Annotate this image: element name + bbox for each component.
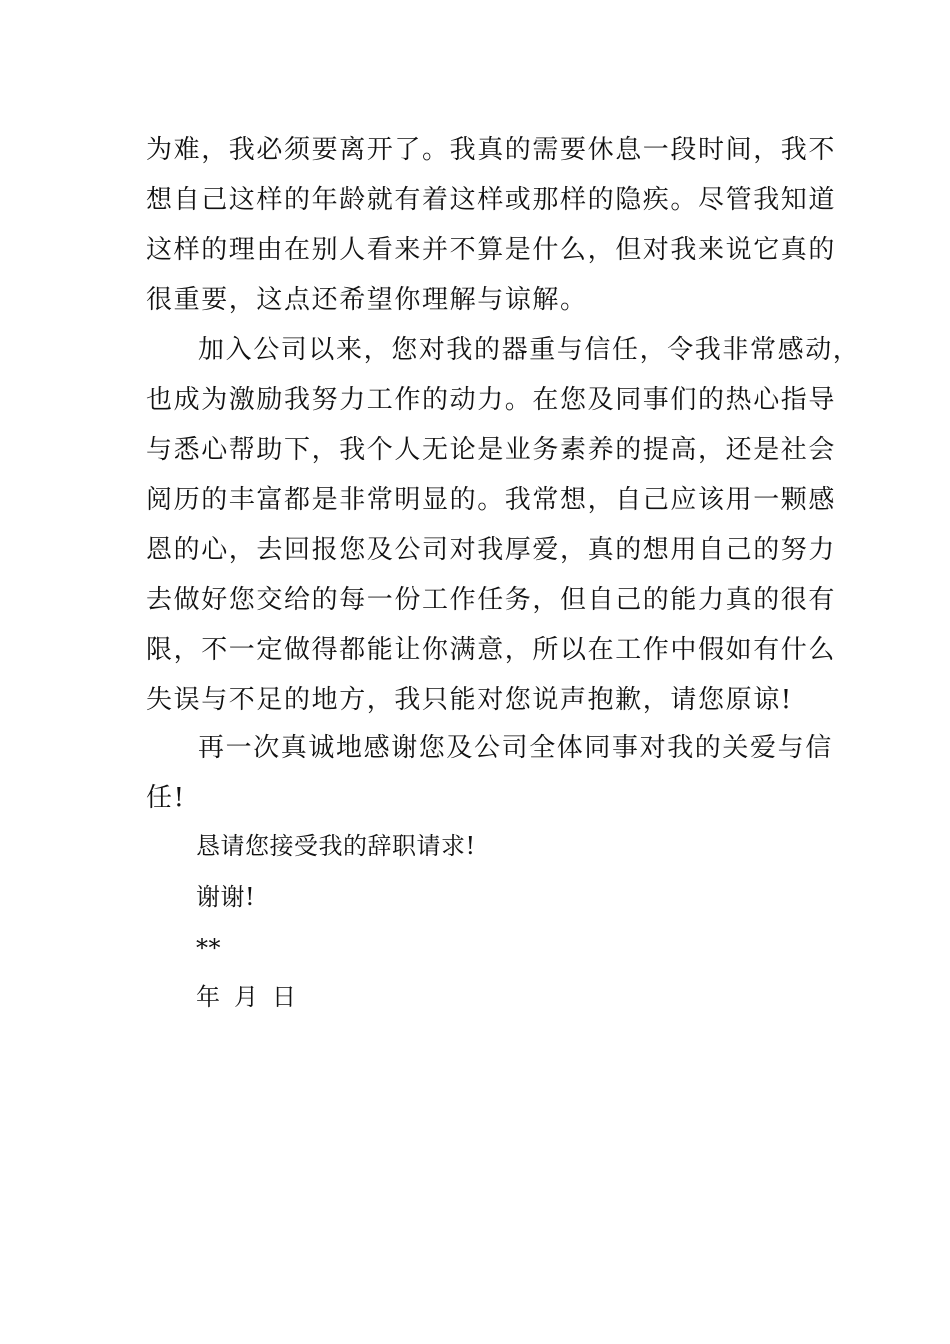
body-line-11: 限，不一定做得都能让你满意，所以在工作中假如有什么 bbox=[146, 635, 837, 665]
body-line-7: 与悉心帮助下，我个人无论是业务素养的提高，还是社会 bbox=[146, 435, 837, 465]
body-line-2: 想自己这样的年龄就有着这样或那样的隐疾。尽管我知道 bbox=[146, 185, 837, 215]
date-month: 月 bbox=[234, 983, 258, 1011]
body-line-14: 任! bbox=[146, 783, 186, 813]
date-year: 年 bbox=[196, 983, 220, 1011]
body-line-5: 加入公司以来，您对我的器重与信任，令我非常感动， bbox=[198, 335, 861, 365]
resignation-request: 恳请您接受我的辞职请求! bbox=[196, 832, 476, 860]
body-line-1: 为难，我必须要离开了。我真的需要休息一段时间，我不 bbox=[146, 135, 837, 165]
body-line-12: 失误与不足的地方，我只能对您说声抱歉，请您原谅! bbox=[146, 685, 793, 715]
body-line-9: 恩的心，去回报您及公司对我厚爱，真的想用自己的努力 bbox=[146, 535, 837, 565]
body-line-4: 很重要，这点还希望你理解与谅解。 bbox=[146, 285, 588, 315]
body-line-13: 再一次真诚地感谢您及公司全体同事对我的关爱与信 bbox=[198, 733, 833, 763]
date-day: 日 bbox=[272, 983, 296, 1011]
thanks-line: 谢谢! bbox=[196, 883, 256, 911]
date-line bbox=[196, 977, 296, 1017]
body-line-10: 去做好您交给的每一份工作任务，但自己的能力真的很有 bbox=[146, 585, 837, 615]
body-line-6: 也成为激励我努力工作的动力。在您及同事们的热心指导 bbox=[146, 385, 837, 415]
body-line-3: 这样的理由在别人看来并不算是什么，但对我来说它真的 bbox=[146, 235, 837, 265]
body-line-8: 阅历的丰富都是非常明显的。我常想，自己应该用一颗感 bbox=[146, 485, 837, 515]
signature: ** bbox=[196, 934, 221, 962]
